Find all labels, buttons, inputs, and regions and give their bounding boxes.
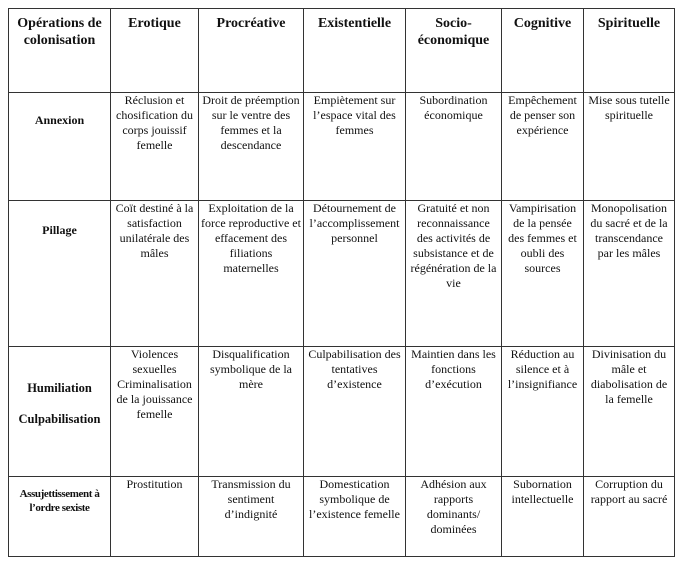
table-cell: Détournement de l’accomplissement personnel xyxy=(304,201,406,347)
row-label-text: Culpabilisation xyxy=(18,412,101,426)
table-cell: Transmission du sentiment d’indignité xyxy=(199,477,304,557)
table-cell: Disqualification symbolique de la mère xyxy=(199,347,304,477)
header-erotique: Erotique xyxy=(111,9,199,93)
table-cell: Mise sous tutelle spirituelle xyxy=(584,93,675,201)
row-label-text: Annexion xyxy=(34,113,85,127)
row-label-text: Assujettissement à l’ordre sexiste xyxy=(19,488,100,514)
table-cell: Adhésion aux rapports dominants/ dominées xyxy=(406,477,502,557)
table-cell: Violences sexuelles Criminalisation de la jouissance femelle xyxy=(111,347,199,477)
table-row-pillage xyxy=(9,201,675,347)
table-cell: Domestication symbolique de l’existence femelle xyxy=(304,477,406,557)
table-cell: Divinisation du mâle et diabolisation de la femelle xyxy=(584,347,675,477)
table-row-assujettissement xyxy=(9,477,675,557)
table-cell: Culpabilisation des tentatives d’existence xyxy=(304,347,406,477)
row-label-pillage xyxy=(9,201,111,347)
table-cell: Prostitution xyxy=(111,477,199,557)
table-row-humiliation xyxy=(9,347,675,477)
table-cell: Vampirisation de la pensée des femmes et oubli des sources xyxy=(502,201,584,347)
row-label-text: Humiliation xyxy=(27,381,92,395)
table-cell: Coït destiné à la satisfaction unilatérale des mâles xyxy=(111,201,199,347)
colonisation-table xyxy=(8,8,675,557)
row-label-humiliation xyxy=(9,347,111,477)
table-cell: Exploitation de la force reproductive et effacement des filiations maternelles xyxy=(199,201,304,347)
table-cell: Réclusion et chosification du corps jouissif femelle xyxy=(111,93,199,201)
table-cell: Droit de préemption sur le ventre des femmes et la descendance xyxy=(199,93,304,201)
header-row xyxy=(9,9,675,93)
table-cell: Réduction au silence et à l’insignifiance xyxy=(502,347,584,477)
header-operations: Opérations de colonisation xyxy=(9,9,111,93)
table-cell: Gratuité et non reconnaissance des activités de subsistance et de régénération de la vie xyxy=(406,201,502,347)
header-procreative: Procréative xyxy=(199,9,304,93)
table-cell: Empiètement sur l’espace vital des femmes xyxy=(304,93,406,201)
table-cell: Subornation intellectuelle xyxy=(502,477,584,557)
table-cell: Corruption du rapport au sacré xyxy=(584,477,675,557)
header-existentielle: Existentielle xyxy=(304,9,406,93)
table-cell: Empêchement de penser son expérience xyxy=(502,93,584,201)
row-label-assujettissement xyxy=(9,477,111,557)
row-label-text: Pillage xyxy=(42,223,77,237)
header-socio-economique: Socio-économique xyxy=(406,9,502,93)
header-spirituelle: Spirituelle xyxy=(584,9,675,93)
table-row-annexion xyxy=(9,93,675,201)
table-cell: Subordination économique xyxy=(406,93,502,201)
table-cell: Maintien dans les fonctions d’exécution xyxy=(406,347,502,477)
table-cell: Monopolisation du sacré et de la transcendance par les mâles xyxy=(584,201,675,347)
row-label-annexion xyxy=(9,93,111,201)
header-cognitive: Cognitive xyxy=(502,9,584,93)
